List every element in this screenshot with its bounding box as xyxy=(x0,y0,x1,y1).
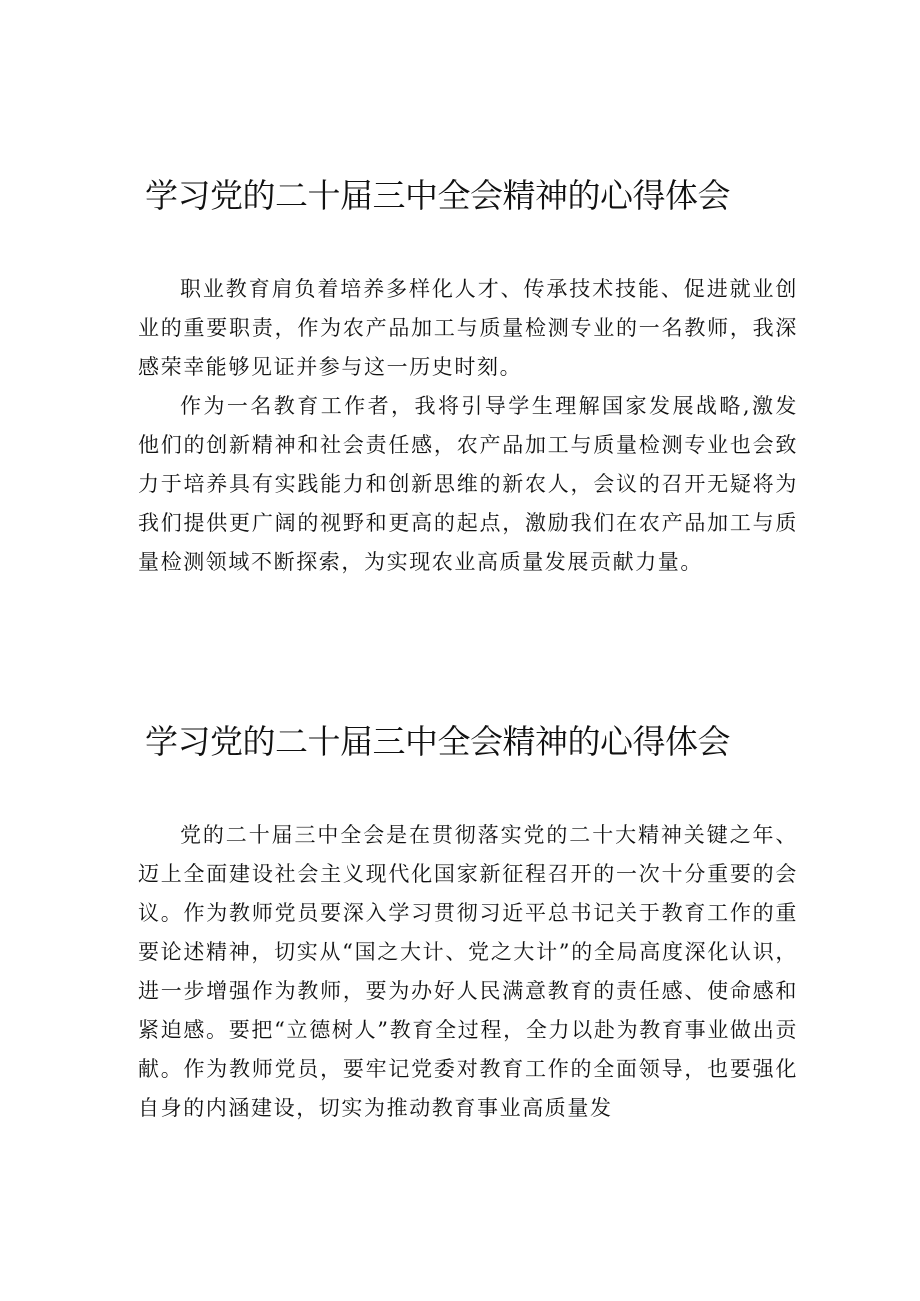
section-2-paragraph-1: 党的二十届三中全会是在贯彻落实党的二十大精神关键之年、迈上全面建设社会主义现代化国家新征程召开的一次十分重要的会议。作为教师党员要深入学习贯彻习近平总书记关于教育工作的重要论述精神，切实从“国之大计、党之大计”的全局高度深化认识，进一步增强作为教师，要为办好人民满意教育的责任感、使命感和紧迫感。要把“立德树人”教育全过程，全力以赴为教育事业做出贡献。作为教师党员，要牢记党委对教育工作的全面领导，也要强化自身的内涵建设，切实为推动教育事业高质量发 xyxy=(138,823,798,1120)
section-1-title: 学习党的二十届三中全会精神的心得体会 xyxy=(145,176,730,215)
section-1-body xyxy=(138,270,798,582)
section-1-paragraph-2: 作为一名教育工作者，我将引导学生理解国家发展战略,激发他们的创新精神和社会责任感，农产品加工与质量检测专业也会致力于培养具有实践能力和创新思维的新农人，会议的召开无疑将为我们提供更广阔的视野和更高的起点，激励我们在农产品加工与质量检测领域不断探索，为实现农业高质量发展贡献力量。 xyxy=(138,394,798,574)
section-1-paragraph-1: 职业教育肩负着培养多样化人才、传承技术技能、促进就业创业的重要职责，作为农产品加工与质量检测专业的一名教师，我深感荣幸能够见证并参与这一历史时刻。 xyxy=(138,277,798,379)
section-2-body xyxy=(138,816,798,1128)
section-2-title: 学习党的二十届三中全会精神的心得体会 xyxy=(145,722,730,761)
